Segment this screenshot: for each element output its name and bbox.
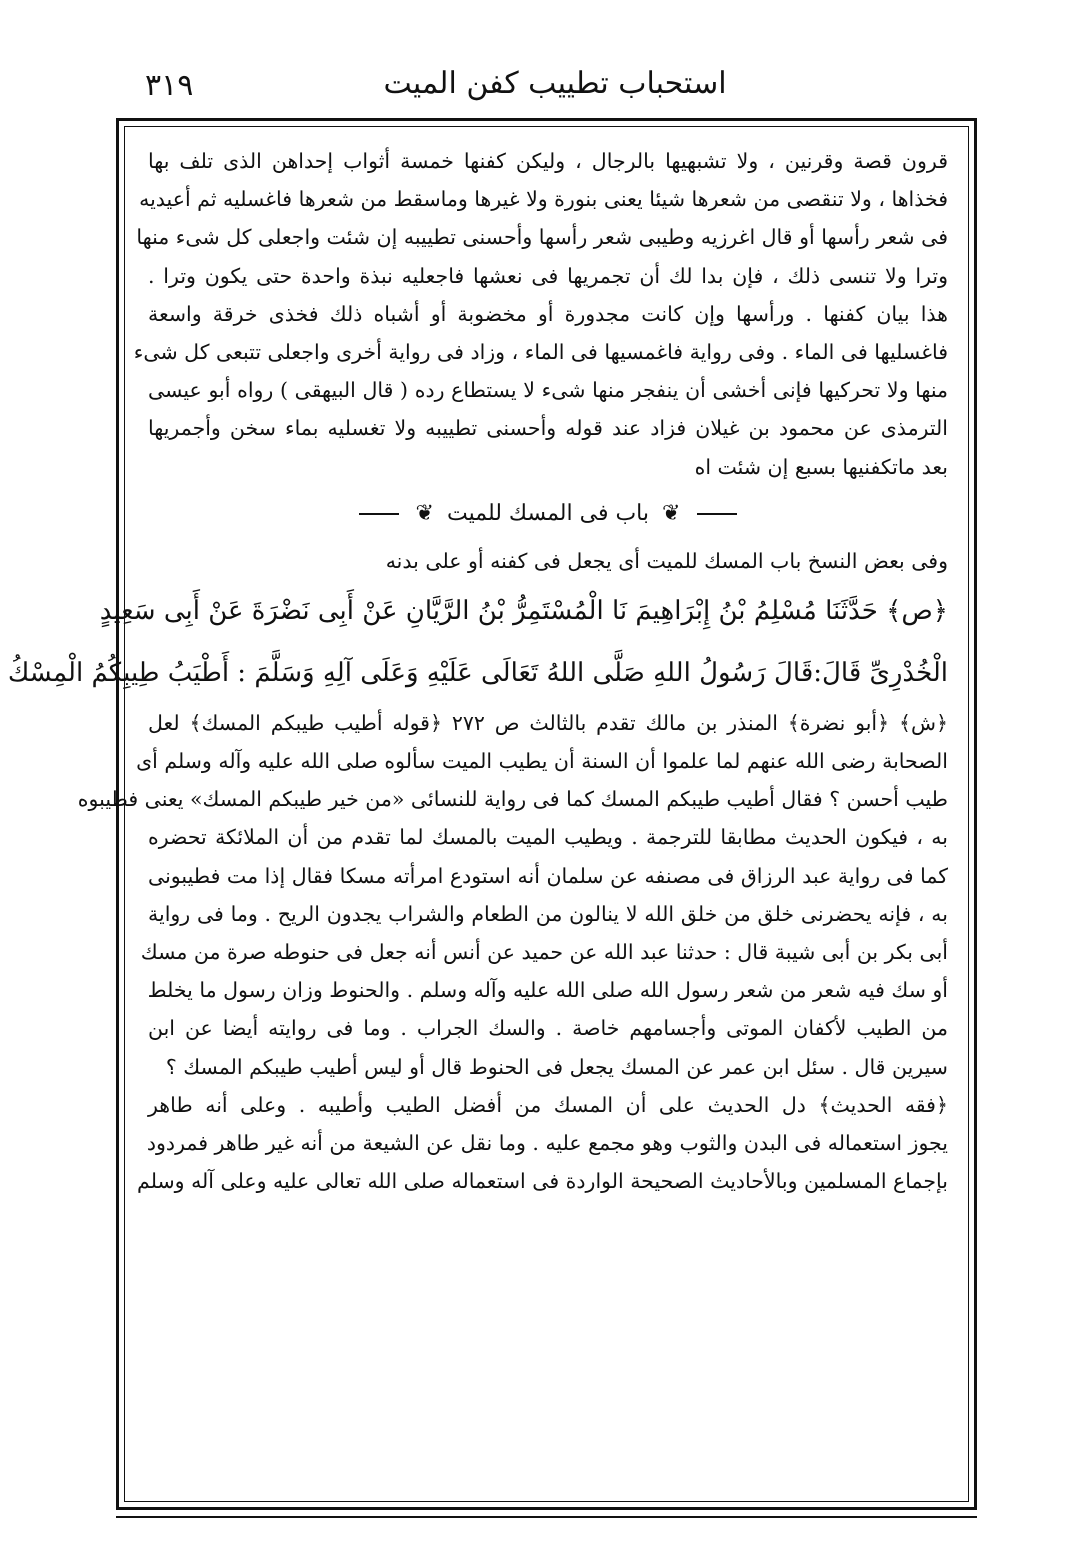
commentary-line: أبى بكر بن أبى شيبة قال : حدثنا عبد الله عن حميد عن أنس أنه جعل فى حنوطه صرة من مسك [140, 940, 948, 964]
section-title: باب فى المسك للميت [446, 500, 650, 526]
text-line: الترمذى عن محمود بن غيلان فزاد عند قوله وأحسنى تطييبه ولا تغسليه بماء سخن وأجمريها [148, 416, 948, 441]
hadith-line: الْخُدْرِىِّ قَالَ:قَالَ رَسُولُ اللهِ صَلَّى اللهُ تَعَالَى عَلَيْهِ وَعَلَى آلِهِ وَسَلَّمَ : أَطْيَبُ طِيبِكُمُ الْمِسْكُ [7, 657, 948, 688]
bottom-rule [116, 1516, 977, 1518]
fiqh-line: بإجماع المسلمين وبالأحاديث الصحيحة الواردة فى استعماله صلى الله تعالى عليه وعلى آله وسلم [137, 1169, 948, 1194]
ornament-icon: ❦ [415, 500, 434, 526]
page-body [7, 142, 949, 1200]
text-line: بعد ماتكفنيها بسبع إن شئت اه [694, 454, 948, 479]
fiqh-line: يجوز استعماله فى البدن والثوب وهو مجمع عليه . وما نقل عن الشيعة من أنه غير طاهر فمردود [146, 1130, 948, 1155]
section-heading [148, 486, 948, 542]
text-line: وترا ولا تنسى ذلك ، فإن بدا لك أن تجمريها فى نعشها فاجعليه نبذة واحدة حتى يكون وترا . [148, 263, 948, 288]
commentary-line: من الطيب لأكفان الموتى وأجسامهم خاصة . والسك الجراب . وما فى روايته أيضا عن ابن [148, 1016, 948, 1041]
heading-rule [697, 513, 737, 515]
commentary-line: كما فى رواية عبد الرزاق فى مصنفه عن سلمان أنه استودع امرأته مسكا فقال إذا مت فطيبونى [148, 863, 948, 888]
heading-rule [359, 513, 399, 515]
commentary-line: الصحابة رضى الله عنهم لما علموا أن السنة أن يطيب الميت سألوه صلى الله عليه وآله وسلم أى [136, 749, 948, 774]
commentary-line: سيرين قال . سئل ابن عمر عن المسك يجعل فى الحنوط قال أو ليس أطيب طيبكم المسك ؟ [165, 1054, 948, 1079]
commentary-line: طيب أحسن ؟ فقال أطيب طيبكم المسك كما فى رواية للنسائى «من خير طيبكم المسك» يعنى فطيبوه [77, 787, 948, 812]
text-line: فخذاها ، ولا تنقصى من شعرها شيئا يعنى بنورة ولا غيرها وماسقط من شعرها فاغسليه ثم أعيديه [139, 187, 948, 212]
text-line: فى شعر رأسها أو قال اغرزيه وطيبى شعر رأسها وأحسنى تطييبه إن شئت واجعلى كل شىء منها [136, 225, 948, 250]
text-line: هذا بيان كفنها . ورأسها وإن كانت مجدورة أو مخضوبة أو أشباه ذلك فخذى خرقة واسعة [148, 301, 948, 326]
running-title: استحباب تطييب كفن الميت [383, 66, 727, 101]
hadith-line: ﴿ص﴾ حَدَّثَنَا مُسْلِمُ بْنُ إِبْرَاهِيمَ نَا الْمُسْتَمِرُّ بْنُ الرَّيَّانِ عَنْ أَبِى نَضْرَةَ عَنْ أَبِى سَعِيدٍ [99, 595, 948, 626]
ornament-icon: ❦ [662, 500, 681, 526]
text-line: قرون قصة وقرنين ، ولا تشبهيها بالرجال ، وليكن كفنها خمسة أثواب إحداهن الذى تلف بها [148, 149, 948, 173]
text-line: منها ولا تحركيها فإنى أخشى أن ينفجر منها شىء لا يستطاع رده ( قال البيهقى ) رواه أبو عيسى [148, 378, 948, 403]
page-number: ٣١٩ [145, 68, 194, 103]
commentary-line: به ، فيكون الحديث مطابقا للترجمة . ويطيب الميت بالمسك لما تقدم من أن الملائكة تحضره [148, 825, 948, 850]
section-subtitle: وفى بعض النسخ باب المسك للميت أى يجعل فى كفنه أو على بدنه [385, 548, 948, 573]
fiqh-line: ﴿فقه الحديث﴾ دل الحديث على أن المسك من أفضل الطيب وأطيبه . وعلى أنه طاهر [148, 1092, 948, 1117]
text-line: فاغسليها فى الماء . وفى رواية فاغمسيها فى الماء ، وزاد فى رواية أخرى واجعلى تتبعى كل شىء [133, 339, 948, 364]
commentary-line: ﴿ش﴾ ﴿أبو نضرة﴾ المنذر بن مالك تقدم بالثالث ص ٢٧٢ ﴿قوله أطيب طيبكم المسك﴾ لعل [148, 710, 949, 735]
commentary-line: أو سك فيه شعر من شعر رسول الله صلى الله عليه وآله وسلم . والحنوط وزان رسول ما يخلط [147, 978, 948, 1003]
page-header [145, 60, 965, 110]
commentary-line: به ، فإنه يحضرنى خلق من خلق الله لا ينالون من الطعام والشراب يجدون الريح . وما فى رواية [148, 901, 948, 926]
